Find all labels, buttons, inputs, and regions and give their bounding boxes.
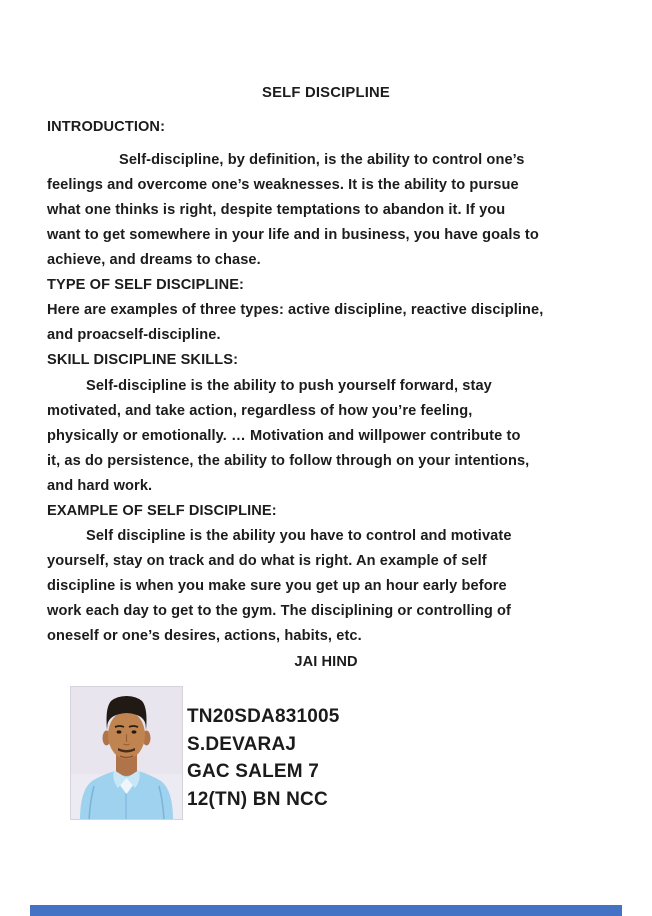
doc-line: INTRODUCTION: bbox=[47, 118, 166, 135]
doc-line: it, as do persistence, the ability to follow through on your intentions, bbox=[47, 452, 530, 469]
cadet-id-line: GAC SALEM 7 bbox=[187, 761, 320, 783]
doc-line: physically or emotionally. … Motivation and willpower contribute to bbox=[47, 427, 521, 444]
document-body bbox=[47, 115, 605, 675]
document-title: SELF DISCIPLINE bbox=[262, 85, 390, 101]
doc-line: feelings and overcome one’s weaknesses. It is the ability to pursue bbox=[47, 176, 519, 193]
doc-line: Self-discipline is the ability to push yourself forward, stay bbox=[86, 377, 492, 394]
doc-line: Self discipline is the ability you have to control and motivate bbox=[86, 528, 512, 545]
doc-line: JAI HIND bbox=[294, 653, 358, 670]
doc-line: work each day to get to the gym. The disciplining or controlling of bbox=[47, 603, 512, 620]
doc-line: oneself or one’s desires, actions, habits, etc. bbox=[47, 628, 362, 645]
doc-line: want to get somewhere in your life and in business, you have goals to bbox=[47, 226, 539, 243]
cadet-photo bbox=[70, 686, 183, 820]
doc-line: and proacself-discipline. bbox=[47, 327, 221, 344]
cadet-id-line: TN20SDA831005 bbox=[187, 706, 340, 727]
doc-line: Here are examples of three types: active discipline, reactive discipline, bbox=[47, 302, 544, 319]
doc-line: motivated, and take action, regardless of how you’re feeling, bbox=[47, 402, 473, 419]
doc-line: discipline is when you make sure you get up an hour early before bbox=[47, 578, 507, 595]
cadet-id-line: S.DEVARAJ bbox=[187, 733, 297, 755]
doc-line: and hard work. bbox=[47, 477, 153, 494]
doc-line: Self-discipline, by definition, is the ability to control one’s bbox=[119, 151, 525, 168]
essay-content bbox=[47, 81, 605, 675]
doc-line: achieve, and dreams to chase. bbox=[47, 252, 261, 269]
doc-line: yourself, stay on track and do what is right. An example of self bbox=[47, 553, 487, 570]
doc-line: TYPE OF SELF DISCIPLINE: bbox=[47, 277, 244, 294]
cadet-id-block bbox=[187, 703, 340, 814]
bottom-blue-bar bbox=[30, 905, 622, 916]
cadet-id-line: 12(TN) BN NCC bbox=[187, 789, 328, 811]
doc-line: what one thinks is right, despite temptations to abandon it. If you bbox=[47, 201, 506, 218]
doc-line: SKILL DISCIPLINE SKILLS: bbox=[47, 352, 239, 369]
doc-line: EXAMPLE OF SELF DISCIPLINE: bbox=[47, 503, 277, 519]
